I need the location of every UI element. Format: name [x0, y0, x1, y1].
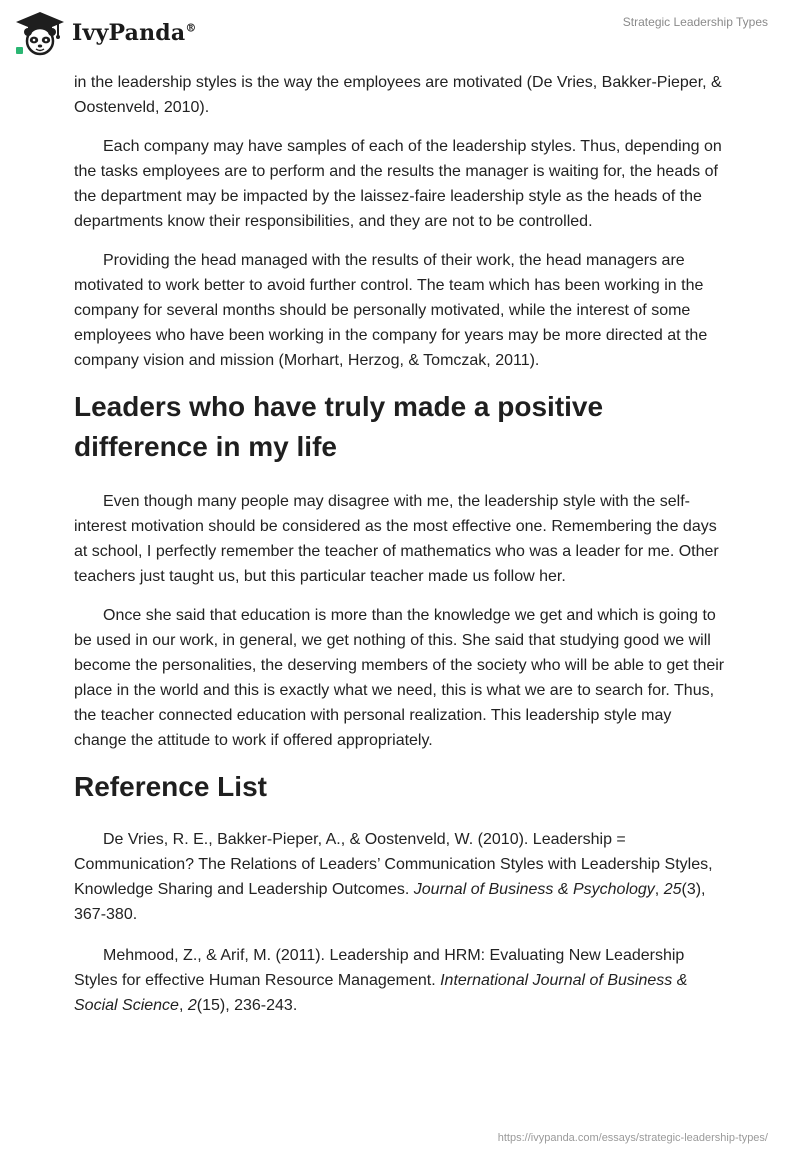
page-header [0, 0, 800, 70]
paragraph: in the leadership styles is the way the employees are motivated (De Vries, Bakker-Pieper, & Oostenveld, 2010). [74, 74, 722, 116]
brand-logo[interactable] [14, 8, 197, 58]
paragraph: Once she said that education is more than the knowledge we get and which is going to be used in our work, in general, we get nothing of this. She said that studying good we will become the personalities, the deserving members of the society who will be able to get their place in the world and this is exactly what we need, this is what we are to search for. Thus, the teacher connected education with personal realization. This leadership style may change the attitude to work if offered appropriately. [74, 607, 725, 749]
paragraph: Providing the head managed with the results of their work, the head managers are motivated to work better to avoid further control. The team which has been working in the company for several months should be personally motivated, while the interest of some employees who have been working in the company for years may be more directed at the company vision and mission (Morhart, Herzog, & Tomczak, 2011). [74, 252, 708, 369]
reference-list-heading: Reference List [74, 771, 267, 802]
running-title: Strategic Leadership Types [622, 15, 768, 29]
panda-graduate-icon [14, 10, 66, 56]
paragraph: Even though many people may disagree with me, the leadership style with the self-interest motivation should be considered as the most effective one. Remembering the days at school, I perfectly remember the teacher of mathematics who was a leader for me. Other teachers just taught us, but this particular teacher made us follow her. [74, 493, 719, 585]
section-heading: Leaders who have truly made a positive difference in my life [74, 391, 604, 462]
essay-body [74, 70, 726, 1034]
paragraph: Each company may have samples of each of the leadership styles. Thus, depending on the tasks employees are to perform and the results the manager is waiting for, the heads of the department may be impacted by the laissez-faire leadership style as the heads of the departments know their responsibilities, and they are not to be controlled. [74, 138, 722, 230]
source-url[interactable]: https://ivypanda.com/essays/strategic-leadership-types/ [497, 1132, 768, 1144]
reference-entry: Mehmood, Z., & Arif, M. (2011). Leadership and HRM: Evaluating New Leadership Styles for effective Human Resource Management. International Journal of Business & Social Science, 2(15), 236-243. [74, 947, 688, 1014]
reference-entry: De Vries, R. E., Bakker-Pieper, A., & Oostenveld, W. (2010). Leadership = Communication? The Relations of Leaders’ Communication Styles with Leadership Styles, Knowledge Sharing and Leadership Outcomes. Journal of Business & Psychology, 25(3), 367-380. [74, 831, 713, 923]
brand-name: IvyPanda® [72, 20, 197, 46]
